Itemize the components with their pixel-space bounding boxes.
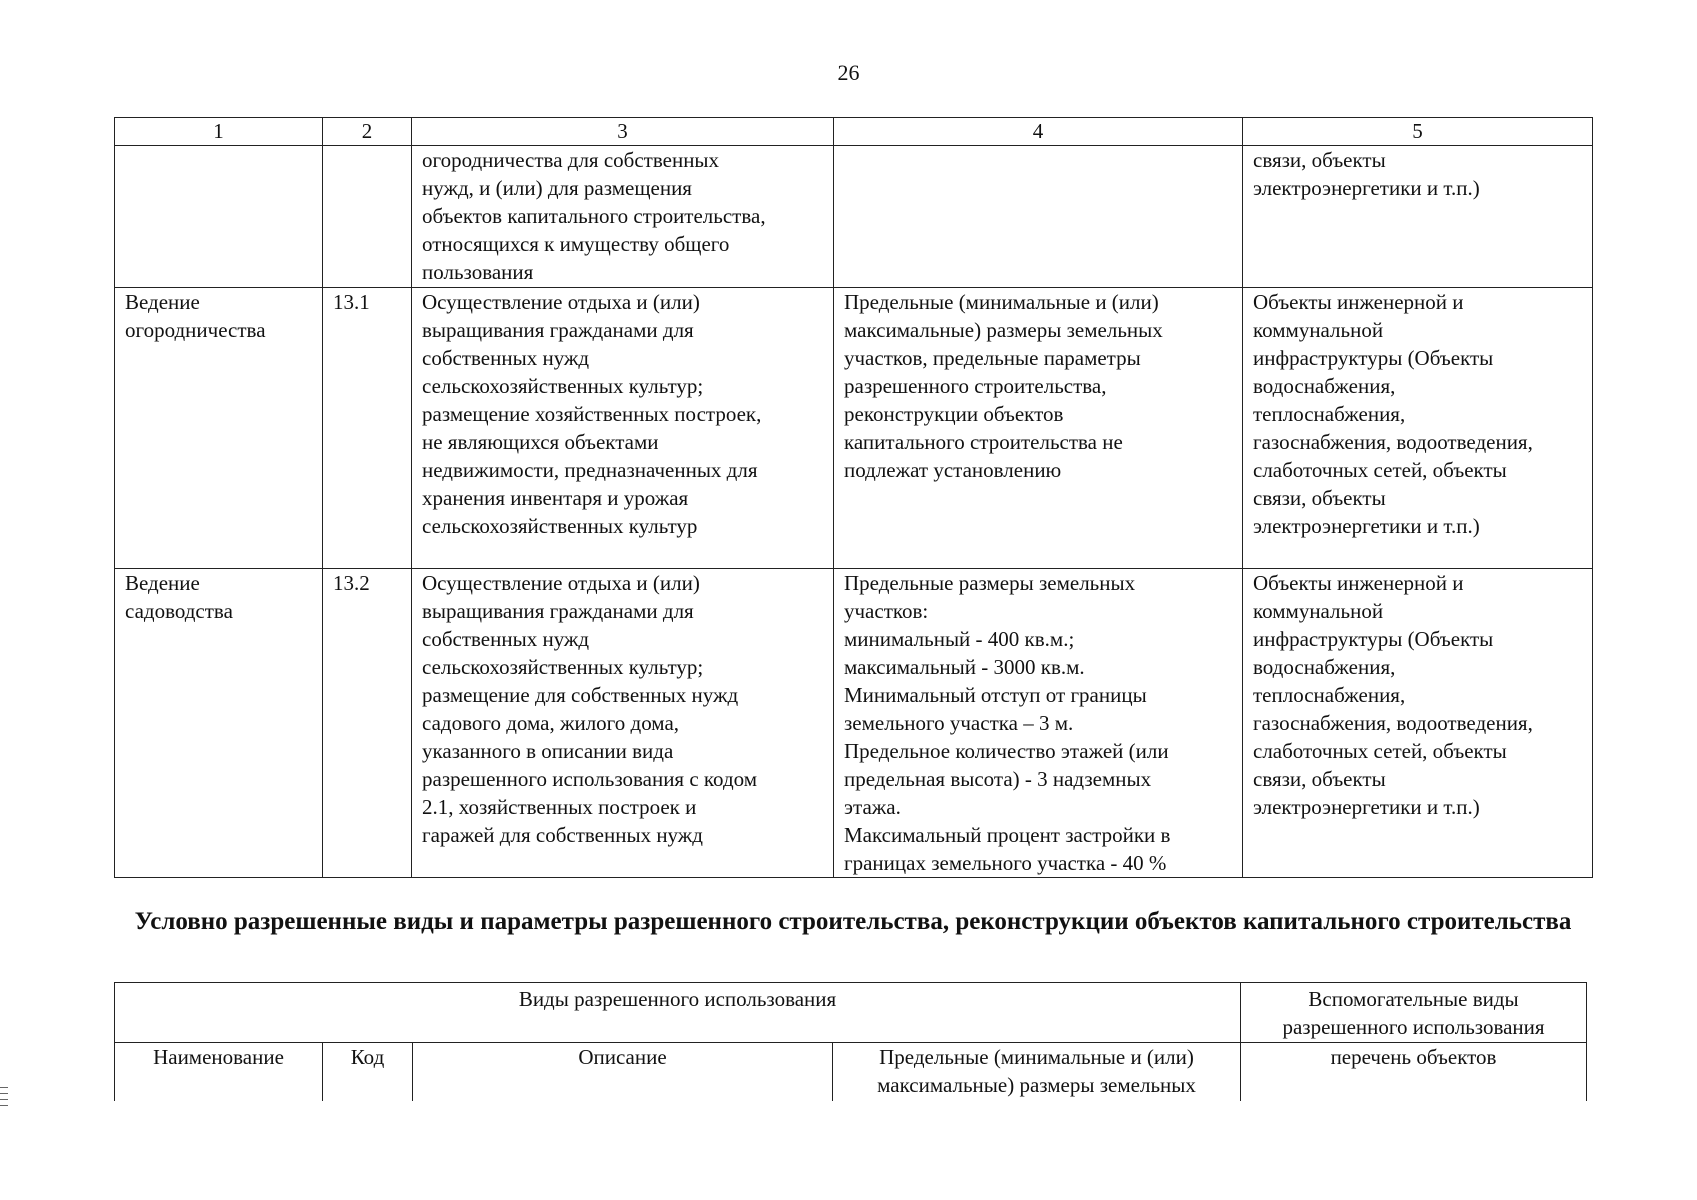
- page-number: 26: [837, 60, 860, 85]
- use-code-cell: [323, 146, 412, 288]
- column-number-5: 5: [1243, 118, 1593, 146]
- column-number-4: 4: [834, 118, 1243, 146]
- conditional-use-table: [114, 982, 1587, 1101]
- objects-list-column-header: перечень объектов: [1241, 1043, 1587, 1102]
- use-parameters-cell: Предельные (минимальные и (или) максимальные) размеры земельных участков, предельные параметры разрешенного строительства, реконструкции объектов капитального строительства не подлежат установлению: [834, 288, 1243, 569]
- column-number-row: [115, 118, 1593, 146]
- name-column-header: Наименование: [115, 1043, 323, 1102]
- column-header-row: [115, 1043, 1587, 1102]
- description-column-header: Описание: [413, 1043, 833, 1102]
- table-row: [115, 288, 1593, 569]
- auxiliary-use-types-header: Вспомогательные виды разрешенного использования: [1241, 983, 1587, 1043]
- column-number-2: 2: [323, 118, 412, 146]
- section-heading: Условно разрешенные виды и параметры разрешенного строительства, реконструкции объектов капитального строительства: [134, 908, 1572, 935]
- code-column-header: Код: [323, 1043, 413, 1102]
- use-description-cell: Осуществление отдыха и (или) выращивания гражданами для собственных нужд сельскохозяйственных культур; размещение хозяйственных построек, не являющихся объектами недвижимости, предназначенных для хранения инвентаря и урожая сельскохозяйственных культур: [412, 288, 834, 569]
- binding-mark: [0, 1099, 8, 1100]
- table-row: [115, 569, 1593, 878]
- binding-mark: [0, 1087, 8, 1088]
- use-description-cell: огородничества для собственных нужд, и (или) для размещения объектов капитального строительства, относящихся к имуществу общего пользования: [412, 146, 834, 288]
- parameters-column-header: Предельные (минимальные и (или) максимальные) размеры земельных: [833, 1043, 1241, 1102]
- permitted-use-types-header: Виды разрешенного использования: [115, 983, 1241, 1043]
- use-parameters-cell: [834, 146, 1243, 288]
- binding-mark: [0, 1093, 8, 1094]
- column-number-1: 1: [115, 118, 323, 146]
- auxiliary-uses-cell: связи, объекты электроэнергетики и т.п.): [1243, 146, 1593, 288]
- use-name-cell: Ведение огородничества: [115, 288, 323, 569]
- table-row: [115, 146, 1593, 288]
- land-use-table: [114, 117, 1593, 878]
- use-description-cell: Осуществление отдыха и (или) выращивания гражданами для собственных нужд сельскохозяйственных культур; размещение для собственных нужд садового дома, жилого дома, указанного в описании вида разрешенного использования с кодом 2.1, хозяйственных построек и гаражей для собственных нужд: [412, 569, 834, 878]
- binding-mark: [0, 1105, 8, 1106]
- use-name-cell: [115, 146, 323, 288]
- group-header-row: [115, 983, 1587, 1043]
- column-number-3: 3: [412, 118, 834, 146]
- use-parameters-cell: Предельные размеры земельных участков: минимальный - 400 кв.м.; максимальный - 3000 кв.м. Минимальный отступ от границы земельного участка – 3 м. Предельное количество этажей (или предельная высота) - 3 надземных этажа. Максимальный процент застройки в границах земельного участка - 40 %: [834, 569, 1243, 878]
- use-name-cell: Ведение садоводства: [115, 569, 323, 878]
- use-code-cell: 13.2: [323, 569, 412, 878]
- auxiliary-uses-cell: Объекты инженерной и коммунальной инфраструктуры (Объекты водоснабжения, теплоснабжения, газоснабжения, водоотведения, слаботочных сетей, объекты связи, объекты электроэнергетики и т.п.): [1243, 569, 1593, 878]
- use-code-cell: 13.1: [323, 288, 412, 569]
- auxiliary-uses-cell: Объекты инженерной и коммунальной инфраструктуры (Объекты водоснабжения, теплоснабжения, газоснабжения, водоотведения, слаботочных сетей, объекты связи, объекты электроэнергетики и т.п.): [1243, 288, 1593, 569]
